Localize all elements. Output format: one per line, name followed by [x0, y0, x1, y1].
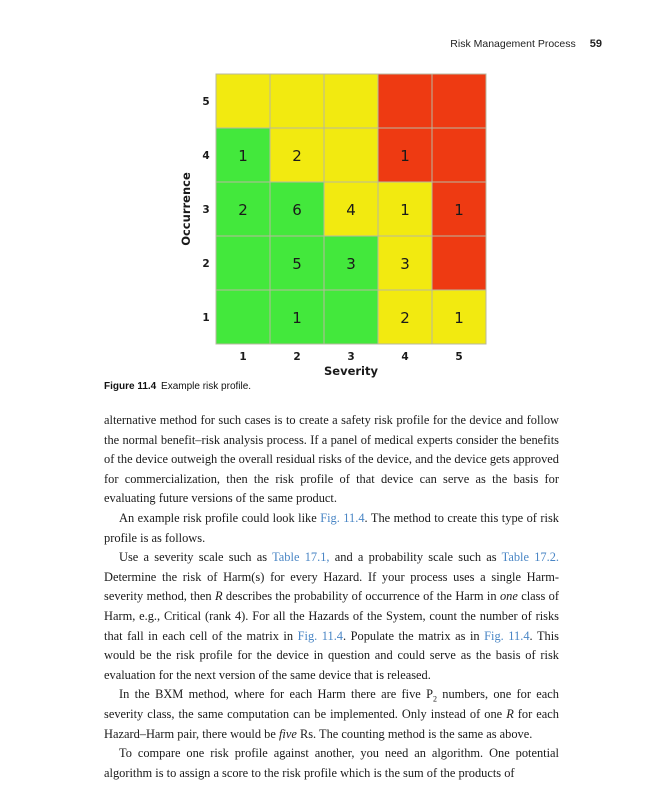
text-run: for each Hazard–Harm pair, there would be: [104, 706, 559, 741]
text-run: . The method to create this type of risk profile is as follows.: [104, 510, 559, 545]
matrix-cell-s3-o4: [324, 128, 378, 182]
matrix-cell-s3-o5: [324, 74, 378, 128]
cell-count-label: 1: [454, 309, 464, 327]
italic-text: R: [506, 706, 514, 721]
paragraph-5: [104, 744, 559, 783]
text-run: Rs. The counting method is the same as above.: [296, 726, 533, 741]
running-title: Risk Management Process: [450, 38, 576, 50]
cell-count-label: 1: [238, 147, 248, 165]
matrix-cell-s5-o5: [432, 74, 486, 128]
cell-count-label: 2: [238, 201, 248, 219]
y-tick-label: 3: [202, 204, 210, 216]
text-run: alternative method for such cases is to create a safety risk profile for the device and follow the normal benefit–risk analysis process. If a panel of medical experts consider the benefits of the device outweigh the overall residual risks of the device, and the device gets approved for commercialization, then the risk profile of that device can serve as the basis for evaluating future versions of the same product.: [104, 413, 559, 506]
y-tick-label: 4: [202, 150, 210, 162]
x-tick-label: 2: [293, 351, 301, 363]
x-tick-label: 4: [401, 351, 409, 363]
figure-reference-link[interactable]: Fig. 11.4: [297, 628, 343, 643]
figure-reference-link[interactable]: Fig. 11.4: [320, 510, 365, 525]
matrix-cell-s3-o1: [324, 290, 378, 344]
text-run: . Populate the matrix as in: [343, 628, 485, 643]
cell-count-label: 1: [454, 201, 464, 219]
cell-count-label: 2: [292, 147, 302, 165]
text-run: Use a severity scale such as: [119, 550, 273, 565]
paragraph-2: [104, 509, 559, 548]
y-tick-label: 5: [202, 96, 210, 108]
figure-label: Figure 11.4: [104, 381, 157, 392]
x-tick-label: 5: [455, 351, 463, 363]
text-run: class of Harm, e.g., Critical (rank 4). For all the Hazards of the System, count the number of risks that fall in each cell of the matrix in: [104, 589, 559, 643]
matrix-cell-s2-o5: [270, 74, 324, 128]
text-run: and a probability scale such as: [329, 550, 502, 565]
y-tick-label: 1: [202, 312, 210, 324]
table-reference-link[interactable]: Table 17.2.: [501, 550, 560, 565]
matrix-cell-s5-o4: [432, 128, 486, 182]
x-axis-title: Severity: [324, 364, 378, 378]
paragraph-1: [104, 411, 559, 509]
paragraph-4: [104, 685, 559, 744]
text-run: numbers, one for each severity class, the same computation can be implemented. Only instead of one: [104, 687, 559, 721]
text-run: . This would be the risk profile for the device in question and could serve as the basis of risk evaluation for the next version of the same device that is released.: [104, 628, 559, 682]
cell-count-label: 4: [346, 201, 356, 219]
italic-text: R: [214, 589, 223, 604]
y-tick-label: 2: [202, 258, 210, 270]
figure-caption: [104, 381, 251, 392]
y-axis-title: Occurrence: [179, 172, 193, 246]
cell-count-label: 6: [292, 201, 302, 219]
body-text: [104, 411, 559, 783]
italic-text: five: [278, 726, 297, 741]
matrix-cell-s4-o5: [378, 74, 432, 128]
paragraph-3: [104, 548, 559, 685]
text-run: An example risk profile could look like: [119, 510, 321, 525]
cell-count-label: 1: [292, 309, 302, 327]
figure-caption-text: Example risk profile.: [161, 381, 252, 392]
text-run: Determine the risk of Harm(s) for every Hazard. If your process uses a single Harm-severity method, then: [104, 569, 559, 604]
page-number: 59: [589, 38, 602, 50]
cell-count-label: 5: [292, 255, 302, 273]
text-run: In the BXM method, where for each Harm there are five P: [119, 687, 433, 702]
matrix-cell-s1-o5: [216, 74, 270, 128]
figure-reference-link[interactable]: Fig. 11.4: [484, 628, 530, 643]
x-tick-label: 1: [239, 351, 247, 363]
matrix-cell-s1-o1: [216, 290, 270, 344]
text-run: To compare one risk profile against another, you need an algorithm. One potential algorithm is to assign a score to the risk profile which is the sum of the products of: [104, 746, 559, 780]
table-reference-link[interactable]: Table 17.1,: [272, 550, 330, 565]
subscript: 2: [432, 694, 437, 704]
cell-count-label: 1: [400, 147, 410, 165]
text-run: describes the probability of occurrence of the Harm in: [222, 589, 500, 604]
cell-count-label: 3: [400, 255, 410, 273]
cell-count-label: 3: [346, 255, 356, 273]
x-tick-label: 3: [347, 351, 355, 363]
matrix-cell-s1-o2: [216, 236, 270, 290]
italic-text: one: [499, 589, 518, 604]
matrix-cell-s5-o2: [432, 236, 486, 290]
cell-count-label: 1: [400, 201, 410, 219]
cell-count-label: 2: [400, 309, 410, 327]
